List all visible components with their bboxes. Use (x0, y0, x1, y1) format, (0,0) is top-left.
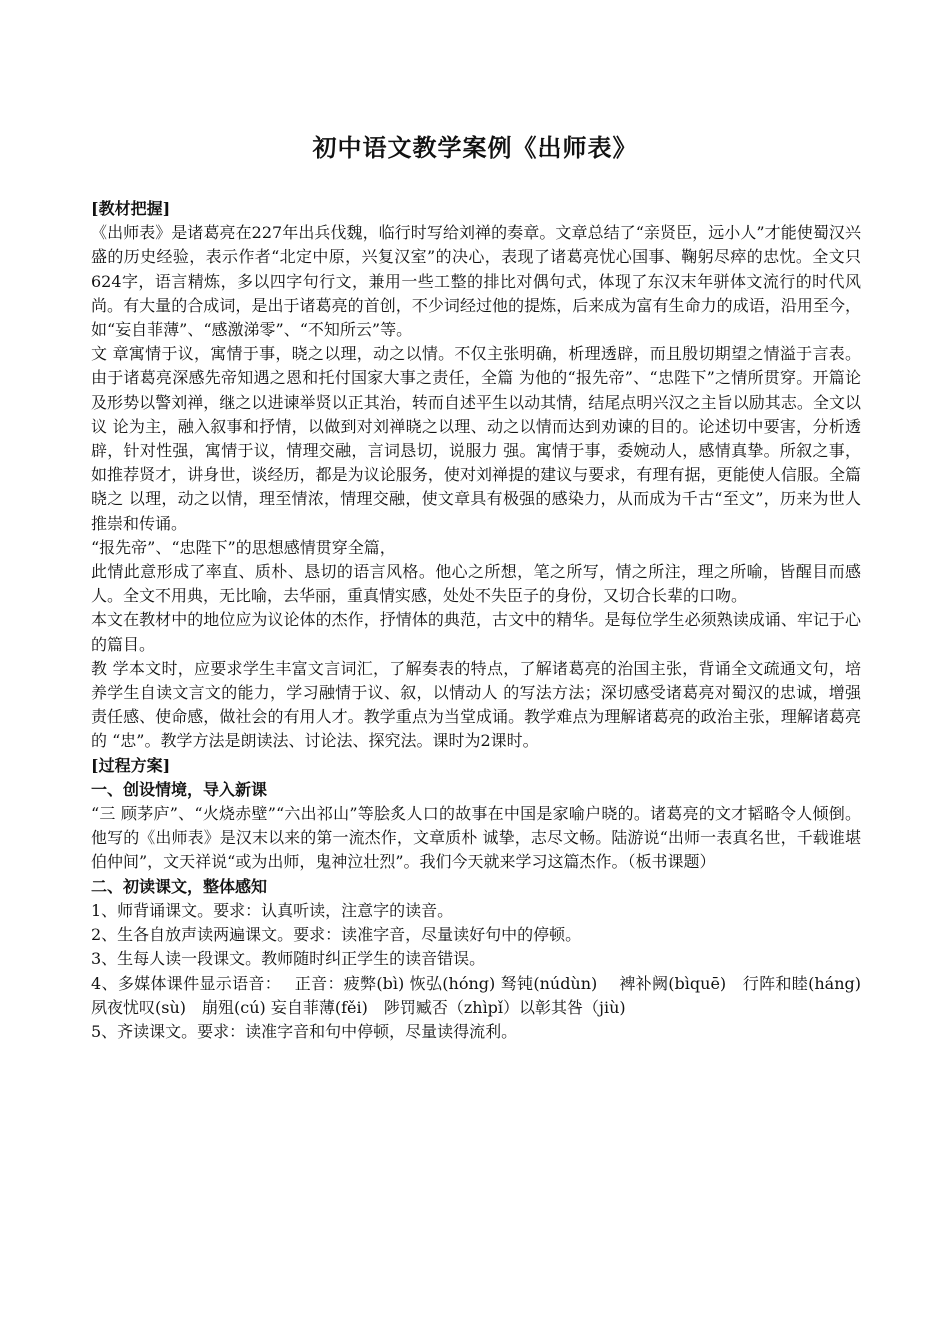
paragraph: 此情此意形成了率直、质朴、恳切的语言风格。他心之所想，笔之所写，情之所注，理之所喻，皆醒目而感人。全文不用典，无比喻，去华丽，重真情实感，处处不失臣子的身份，又切合长辈的口吻。 (91, 562, 861, 606)
paragraph: “报先帝”、“忠陛下”的思想感情贯穿全篇， (91, 537, 396, 557)
list-item: 4、多媒体课件显示语音： 正音：疲弊(bì) 恢弘(hóng) 驽钝(núdùn) 裨补阙(bìquē) 行阵和睦(háng) 夙夜忧叹(sù) 崩殂(cú) 妄自菲薄(fěi) 陟罚臧否（zhìpǐ）以彰其咎（jiù) (91, 973, 878, 1017)
step-heading: 一、创设情境，导入新课 (91, 779, 268, 799)
paragraph: 教 学本文时，应要求学生丰富文言词汇，了解奏表的特点，了解诸葛亮的治国主张，背诵全文疏通文句，培养学生自读文言文的能力，学习融情于议、叙，以情动人 的写法方法；深切感受诸葛亮对蜀汉的忠诚，增强责任感、使命感，做社会的有用人才。教学重点为当堂成诵。教学难点为理解诸葛亮的政治主张，理解诸葛亮的 “忠”。教学方法是朗读法、讨论法、探究法。课时为2课时。 (91, 658, 861, 751)
page-title: 初中语文教学案例《出师表》 (312, 134, 638, 162)
document-body (91, 197, 878, 1044)
list-item: 2、生各自放声读两遍课文。要求：读准字音，尽量读好句中的停顿。 (91, 925, 582, 945)
paragraph: 本文在教材中的地位应为议论体的杰作，抒情体的典范，古文中的精华。是每位学生必须熟读成诵、牢记于心的篇目。 (91, 610, 861, 654)
list-item: 3、生每人读一段课文。教师随时纠正学生的读音错误。 (91, 949, 486, 969)
paragraph: 文 章寓情于议，寓情于事，晓之以理，动之以情。不仅主张明确，析理透辟，而且殷切期望之情溢于言表。由于诸葛亮深感先帝知遇之恩和托付国家大事之责任，全篇 为他的“报先帝”、“忠陛下”之情所贯穿。开篇论及形势以警刘禅，继之以进谏举贤以正其治，转而自述平生以动其情，结尾点明兴汉之主旨以励其志。全文以议 论为主，融入叙事和抒情，以做到对刘禅晓之以理、动之以情而达到劝谏的目的。论述切中要害，分析透辟，针对性强，寓情于议，情理交融，言词恳切，说服力 强。寓情于事，委婉动人，感情真挚。所叙之事，如推荐贤才，讲身世，谈经历，都是为议论服务，使对刘禅提的建议与要求，有理有据，更能使人信服。全篇晓之 以理，动之以情，理至情浓，情理交融，使文章具有极强的感染力，从而成为千古“至文”，历来为世人推崇和传诵。 (91, 344, 861, 533)
paragraph: 《出师表》是诸葛亮在227年出兵伐魏，临行时写给刘禅的奏章。文章总结了“亲贤臣，远小人”才能使蜀汉兴盛的历史经验，表示作者“北定中原，兴复汉室”的决心，表现了诸葛亮忧心国事、鞠躬尽瘁的忠忱。全文只624字，语言精炼，多以四字句行文，兼用一些工整的排比对偶句式，体现了东汉末年骈体文流行的时代风尚。有大量的合成词，是出于诸葛亮的首创，不少词经过他的提炼，后来成为富有生命力的成语，沿用至今，如“妄自菲薄”、“感激涕零”、“不知所云”等。 (91, 223, 861, 340)
section-heading-process: [过程方案] (91, 755, 171, 775)
paragraph: “三 顾茅庐”、“火烧赤壁”“六出祁山”等脍炙人口的故事在中国是家喻户晓的。诸葛亮的文才韬略令人倾倒。他写的《出师表》是汉末以来的第一流杰作，文章质朴 诚挚，志尽文畅。陆游说“出师一表真名世，千载谁堪伯仲间”，文天祥说“或为出师，鬼神泣壮烈”。我们今天就来学习这篇杰作。（板书课题） (91, 804, 861, 872)
section-heading-material: [教材把握] (91, 199, 171, 218)
step-heading: 二、初读课文，整体感知 (91, 876, 268, 896)
list-item: 1、师背诵课文。要求：认真听读，注意字的读音。 (91, 900, 454, 920)
list-item: 5、齐读课文。要求：读准字音和句中停顿，尽量读得流利。 (91, 1021, 518, 1041)
